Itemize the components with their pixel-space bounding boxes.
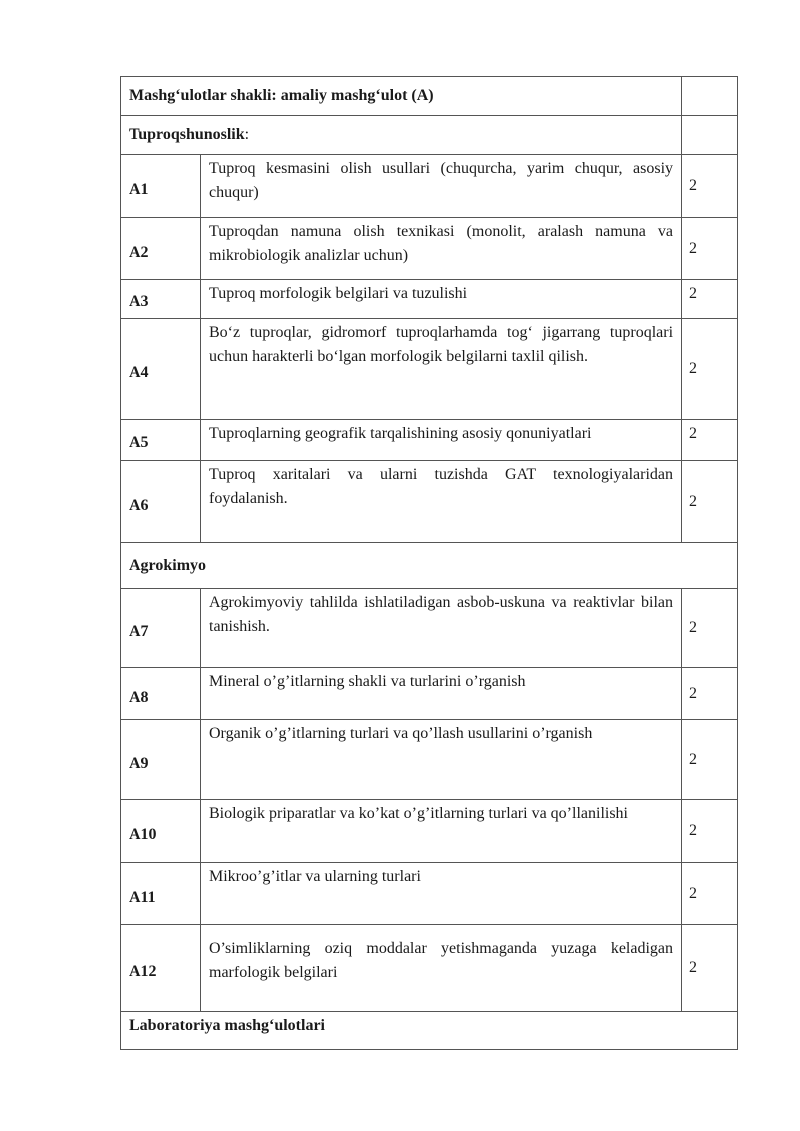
lesson-hours: 2 <box>682 720 738 800</box>
lesson-topic: Tuproq kesmasini olish usullari (chuqurcha, yarim chuqur, asosiy chuqur) <box>201 155 682 218</box>
lesson-topic: Tuproq xaritalari va ularni tuzishda GAT texnologiyalaridan foydalanish. <box>201 461 682 543</box>
table-row <box>121 420 738 461</box>
lesson-code: A8 <box>121 668 201 720</box>
lesson-hours: 2 <box>682 461 738 543</box>
empty-cell <box>682 77 738 116</box>
lesson-code: A5 <box>121 420 201 461</box>
section-title-agrokimyo: Agrokimyo <box>121 543 738 589</box>
lesson-code: A10 <box>121 800 201 863</box>
table-row <box>121 800 738 863</box>
empty-cell <box>682 116 738 155</box>
lesson-code: A7 <box>121 589 201 668</box>
lesson-code: A9 <box>121 720 201 800</box>
lesson-hours: 2 <box>682 319 738 420</box>
lesson-hours: 2 <box>682 280 738 319</box>
lesson-hours: 2 <box>682 925 738 1012</box>
table-row <box>121 589 738 668</box>
subject-row <box>121 116 738 155</box>
lessons-table <box>120 76 738 1050</box>
lesson-topic: O’simliklarning oziq moddalar yetishmaganda yuzaga keladigan marfologik belgilari <box>201 925 682 1012</box>
table-row <box>121 863 738 925</box>
lesson-code: A12 <box>121 925 201 1012</box>
lesson-hours: 2 <box>682 218 738 280</box>
lesson-form-title: Mashg‘ulotlar shakli: amaliy mashg‘ulot (A) <box>121 77 682 116</box>
lesson-topic: Tuproq morfologik belgilari va tuzulishi <box>201 280 682 319</box>
subject-title: Tuproqshunoslik: <box>121 116 682 155</box>
lesson-code: A1 <box>121 155 201 218</box>
lesson-hours: 2 <box>682 800 738 863</box>
table-row <box>121 461 738 543</box>
section-row <box>121 1012 738 1050</box>
lesson-code: A2 <box>121 218 201 280</box>
section-row <box>121 543 738 589</box>
lesson-topic: Tuproqlarning geografik tarqalishining asosiy qonuniyatlari <box>201 420 682 461</box>
section-title-laboratoriya: Laboratoriya mashg‘ulotlari <box>121 1012 738 1050</box>
lesson-topic: Organik o’g’itlarning turlari va qo’llash usullarini o’rganish <box>201 720 682 800</box>
lesson-topic: Biologik priparatlar va ko’kat o’g’itlarning turlari va qo’llanilishi <box>201 800 682 863</box>
table-row <box>121 720 738 800</box>
lesson-code: A3 <box>121 280 201 319</box>
table-row <box>121 925 738 1012</box>
lesson-hours: 2 <box>682 155 738 218</box>
header-row <box>121 77 738 116</box>
lesson-hours: 2 <box>682 863 738 925</box>
table-row <box>121 280 738 319</box>
lesson-topic: Agrokimyoviy tahlilda ishlatiladigan asbob-uskuna va reaktivlar bilan tanishish. <box>201 589 682 668</box>
table-row <box>121 218 738 280</box>
table-row <box>121 155 738 218</box>
table-row <box>121 668 738 720</box>
lesson-hours: 2 <box>682 420 738 461</box>
lesson-hours: 2 <box>682 589 738 668</box>
lesson-topic: Mikroo’g’itlar va ularning turlari <box>201 863 682 925</box>
lesson-code: A11 <box>121 863 201 925</box>
table-row <box>121 319 738 420</box>
lesson-topic: Mineral o’g’itlarning shakli va turlarini o’rganish <box>201 668 682 720</box>
lesson-code: A6 <box>121 461 201 543</box>
lesson-topic: Tuproqdan namuna olish texnikasi (monolit, aralash namuna va mikrobiologik analizlar uchun) <box>201 218 682 280</box>
lesson-hours: 2 <box>682 668 738 720</box>
lesson-topic: Bo‘z tuproqlar, gidromorf tuproqlarhamda tog‘ jigarrang tuproqlari uchun harakterli bo‘lgan morfologik belgilarni taxlil qilish. <box>201 319 682 420</box>
lesson-code: A4 <box>121 319 201 420</box>
